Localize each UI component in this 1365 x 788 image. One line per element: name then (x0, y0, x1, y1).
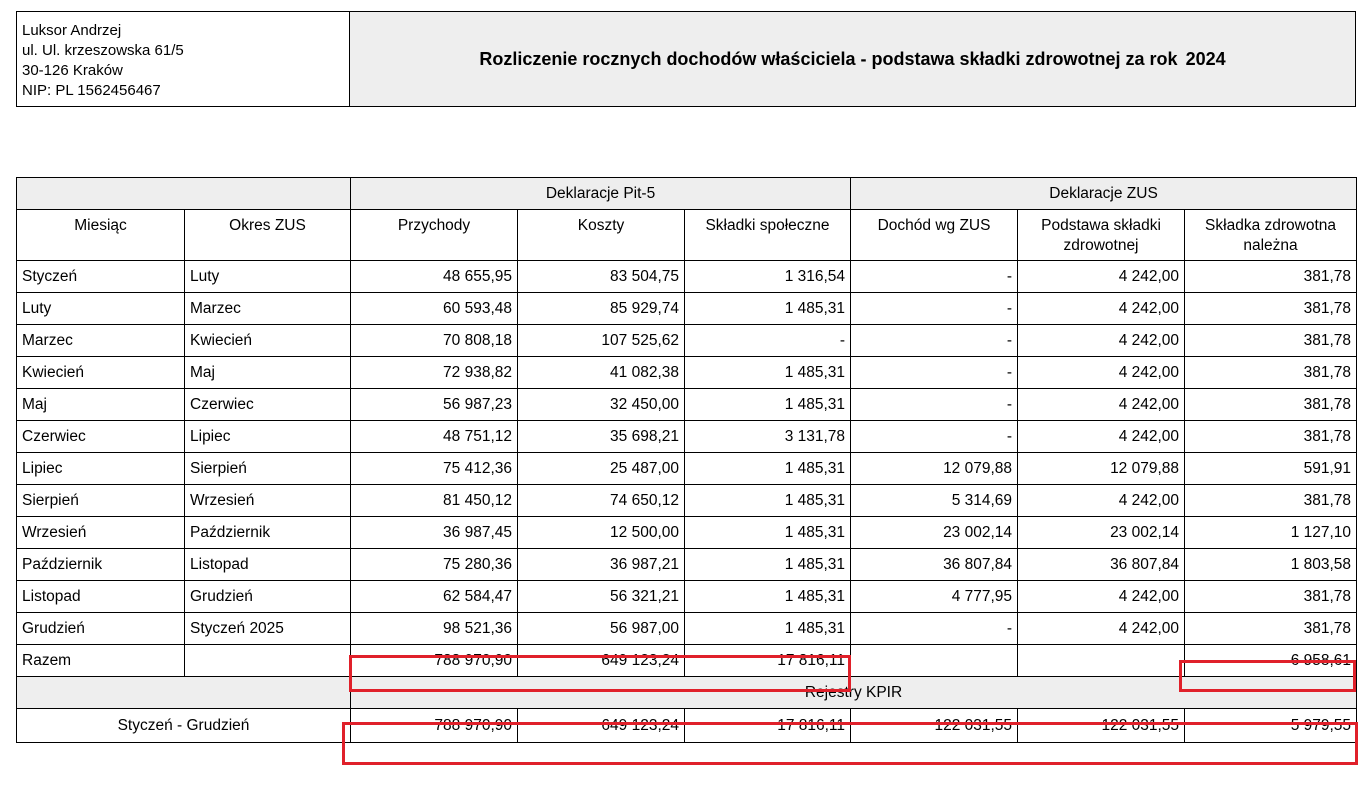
cell-przychody: 48 655,95 (351, 261, 518, 293)
total-label: Razem (17, 645, 185, 677)
cell-koszty: 74 650,12 (518, 485, 685, 517)
cell-skladki: 1 485,31 (685, 517, 851, 549)
cell-zus: Marzec (185, 293, 351, 325)
cell-zdrowotna: 381,78 (1185, 325, 1357, 357)
cell-dochod: 5 314,69 (851, 485, 1018, 517)
kpir-header-blank (17, 677, 351, 709)
owner-address-box (16, 11, 350, 107)
cell-month: Kwiecień (17, 357, 185, 389)
kpir-skladki: 17 816,11 (685, 709, 851, 743)
col-podstawa: Podstawa składki zdrowotnej (1018, 210, 1185, 261)
cell-month: Styczeń (17, 261, 185, 293)
cell-koszty: 35 698,21 (518, 421, 685, 453)
table-row (17, 325, 1357, 357)
cell-skladki: 1 485,31 (685, 357, 851, 389)
cell-podstawa: 4 242,00 (1018, 581, 1185, 613)
cell-dochod: - (851, 325, 1018, 357)
cell-podstawa: 23 002,14 (1018, 517, 1185, 549)
cell-month: Październik (17, 549, 185, 581)
cell-zdrowotna: 381,78 (1185, 357, 1357, 389)
group-header-blank (17, 178, 351, 210)
cell-month: Luty (17, 293, 185, 325)
cell-dochod: - (851, 261, 1018, 293)
cell-przychody: 98 521,36 (351, 613, 518, 645)
col-skladki-spoleczne: Składki społeczne (685, 210, 851, 261)
cell-zus: Listopad (185, 549, 351, 581)
cell-zus: Grudzień (185, 581, 351, 613)
owner-street: ul. Ul. krzeszowska 61/5 (22, 42, 184, 59)
cell-zus: Styczeń 2025 (185, 613, 351, 645)
cell-dochod: 36 807,84 (851, 549, 1018, 581)
cell-zus: Wrzesień (185, 485, 351, 517)
cell-podstawa: 36 807,84 (1018, 549, 1185, 581)
group-zus: Deklaracje ZUS (851, 178, 1357, 210)
cell-koszty: 32 450,00 (518, 389, 685, 421)
cell-month: Czerwiec (17, 421, 185, 453)
cell-podstawa: 4 242,00 (1018, 389, 1185, 421)
cell-koszty: 12 500,00 (518, 517, 685, 549)
cell-zus: Sierpień (185, 453, 351, 485)
table-row (17, 581, 1357, 613)
cell-skladki: 1 485,31 (685, 293, 851, 325)
cell-podstawa: 4 242,00 (1018, 293, 1185, 325)
cell-koszty: 56 987,00 (518, 613, 685, 645)
cell-zus: Kwiecień (185, 325, 351, 357)
cell-skladki: 1 485,31 (685, 581, 851, 613)
cell-koszty: 56 321,21 (518, 581, 685, 613)
kpir-label: Styczeń - Grudzień (17, 709, 351, 743)
owner-nip: NIP: PL 1562456467 (22, 82, 161, 99)
table-row (17, 293, 1357, 325)
kpir-row (17, 709, 1357, 743)
total-podstawa (1018, 645, 1185, 677)
cell-skladki: 1 316,54 (685, 261, 851, 293)
kpir-koszty: 649 123,24 (518, 709, 685, 743)
cell-skladki: - (685, 325, 851, 357)
table-row (17, 261, 1357, 293)
owner-city: 30-126 Kraków (22, 62, 123, 79)
cell-przychody: 56 987,23 (351, 389, 518, 421)
col-okres-zus: Okres ZUS (185, 210, 351, 261)
cell-dochod: 4 777,95 (851, 581, 1018, 613)
col-skladka-zdrowotna: Składka zdrowotna należna (1185, 210, 1357, 261)
col-miesiac: Miesiąc (17, 210, 185, 261)
cell-zdrowotna: 381,78 (1185, 485, 1357, 517)
report-year: 2024 (1185, 48, 1226, 69)
cell-zus: Czerwiec (185, 389, 351, 421)
col-koszty: Koszty (518, 210, 685, 261)
cell-zdrowotna: 381,78 (1185, 293, 1357, 325)
cell-koszty: 83 504,75 (518, 261, 685, 293)
cell-zdrowotna: 591,91 (1185, 453, 1357, 485)
cell-zdrowotna: 1 803,58 (1185, 549, 1357, 581)
cell-zdrowotna: 381,78 (1185, 613, 1357, 645)
kpir-header-row (17, 677, 1357, 709)
cell-month: Grudzień (17, 613, 185, 645)
group-kpir: Rejestry KPIR (351, 677, 1357, 709)
cell-skladki: 1 485,31 (685, 453, 851, 485)
cell-zdrowotna: 381,78 (1185, 389, 1357, 421)
cell-koszty: 85 929,74 (518, 293, 685, 325)
cell-skladki: 3 131,78 (685, 421, 851, 453)
cell-przychody: 81 450,12 (351, 485, 518, 517)
cell-przychody: 60 593,48 (351, 293, 518, 325)
total-przychody: 788 970,90 (351, 645, 518, 677)
cell-month: Maj (17, 389, 185, 421)
income-table (16, 177, 1357, 743)
cell-dochod: 12 079,88 (851, 453, 1018, 485)
cell-koszty: 25 487,00 (518, 453, 685, 485)
cell-podstawa: 4 242,00 (1018, 485, 1185, 517)
group-pit5: Deklaracje Pit-5 (351, 178, 851, 210)
total-skladki: 17 816,11 (685, 645, 851, 677)
table-row (17, 613, 1357, 645)
cell-dochod: - (851, 613, 1018, 645)
cell-skladki: 1 485,31 (685, 485, 851, 517)
cell-month: Listopad (17, 581, 185, 613)
cell-dochod: - (851, 357, 1018, 389)
cell-zus: Październik (185, 517, 351, 549)
cell-month: Marzec (17, 325, 185, 357)
cell-zus: Maj (185, 357, 351, 389)
kpir-podstawa: 122 031,55 (1018, 709, 1185, 743)
cell-dochod: - (851, 389, 1018, 421)
cell-koszty: 36 987,21 (518, 549, 685, 581)
total-koszty: 649 123,24 (518, 645, 685, 677)
cell-przychody: 72 938,82 (351, 357, 518, 389)
col-dochod-zus: Dochód wg ZUS (851, 210, 1018, 261)
cell-skladki: 1 485,31 (685, 613, 851, 645)
cell-zdrowotna: 381,78 (1185, 261, 1357, 293)
cell-przychody: 36 987,45 (351, 517, 518, 549)
owner-name: Luksor Andrzej (22, 22, 122, 39)
column-header-row (17, 210, 1357, 261)
cell-przychody: 70 808,18 (351, 325, 518, 357)
cell-dochod: 23 002,14 (851, 517, 1018, 549)
table-row (17, 421, 1357, 453)
cell-month: Wrzesień (17, 517, 185, 549)
cell-koszty: 107 525,62 (518, 325, 685, 357)
total-dochod (851, 645, 1018, 677)
report-title (350, 11, 1356, 107)
cell-przychody: 62 584,47 (351, 581, 518, 613)
kpir-zdrowotna: 5 979,55 (1185, 709, 1357, 743)
report-title-text: Rozliczenie rocznych dochodów właściciela - podstawa składki zdrowotnej za rok (479, 48, 1178, 69)
cell-zdrowotna: 381,78 (1185, 581, 1357, 613)
cell-dochod: - (851, 293, 1018, 325)
cell-dochod: - (851, 421, 1018, 453)
cell-podstawa: 4 242,00 (1018, 613, 1185, 645)
group-header-row (17, 178, 1357, 210)
kpir-przychody: 788 970,90 (351, 709, 518, 743)
table-row (17, 357, 1357, 389)
cell-przychody: 48 751,12 (351, 421, 518, 453)
cell-podstawa: 4 242,00 (1018, 261, 1185, 293)
cell-zdrowotna: 1 127,10 (1185, 517, 1357, 549)
cell-month: Sierpień (17, 485, 185, 517)
table-row (17, 517, 1357, 549)
cell-month: Lipiec (17, 453, 185, 485)
cell-skladki: 1 485,31 (685, 389, 851, 421)
cell-zus: Luty (185, 261, 351, 293)
col-przychody: Przychody (351, 210, 518, 261)
table-row (17, 549, 1357, 581)
cell-zdrowotna: 381,78 (1185, 421, 1357, 453)
cell-podstawa: 4 242,00 (1018, 325, 1185, 357)
table-row (17, 453, 1357, 485)
kpir-dochod: 122 031,55 (851, 709, 1018, 743)
cell-koszty: 41 082,38 (518, 357, 685, 389)
table-row (17, 389, 1357, 421)
cell-podstawa: 4 242,00 (1018, 357, 1185, 389)
total-row (17, 645, 1357, 677)
cell-przychody: 75 412,36 (351, 453, 518, 485)
cell-podstawa: 12 079,88 (1018, 453, 1185, 485)
cell-skladki: 1 485,31 (685, 549, 851, 581)
cell-przychody: 75 280,36 (351, 549, 518, 581)
cell-podstawa: 4 242,00 (1018, 421, 1185, 453)
table-row (17, 485, 1357, 517)
total-okres (185, 645, 351, 677)
total-zdrowotna: 6 958,61 (1185, 645, 1357, 677)
cell-zus: Lipiec (185, 421, 351, 453)
